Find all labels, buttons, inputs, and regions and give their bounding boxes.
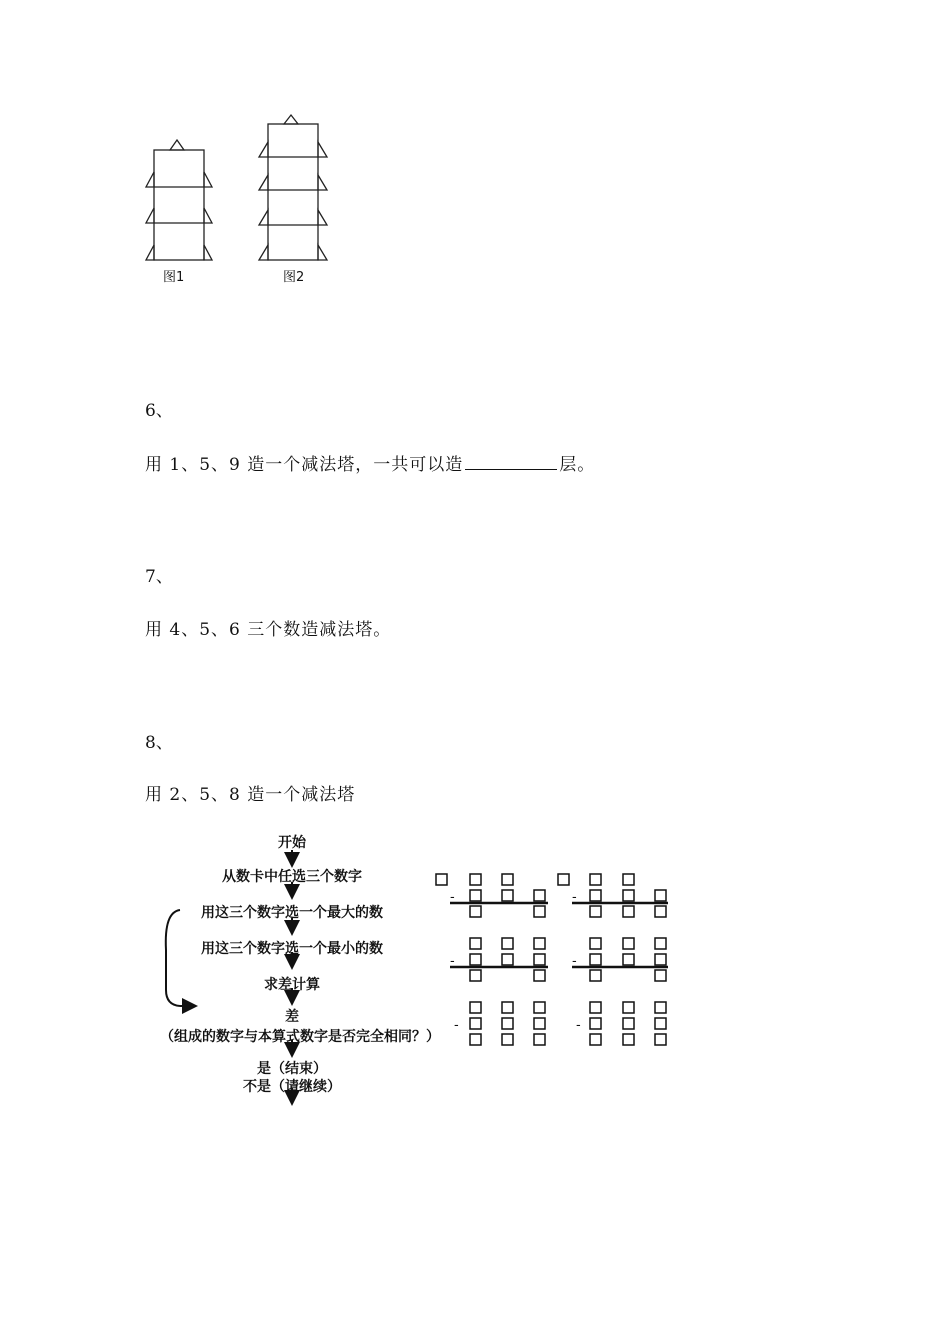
digit-box — [502, 1034, 513, 1045]
digit-box — [655, 938, 666, 949]
flowchart-yes: 是（结束） — [257, 1061, 327, 1077]
figure-2-caption: 图2 — [283, 270, 305, 285]
question-6-text — [145, 450, 595, 475]
digit-box — [502, 1002, 513, 1013]
digit-box — [623, 1034, 634, 1045]
digit-box — [655, 954, 666, 965]
question-7-text: 用 4、5、6 三个数造减法塔。 — [145, 620, 392, 640]
digit-box — [534, 890, 545, 901]
digit-box — [655, 970, 666, 981]
question-6-number: 6、 — [145, 401, 173, 421]
digit-box — [623, 1018, 634, 1029]
digit-box — [590, 1018, 601, 1029]
digit-box — [590, 890, 601, 901]
question-7-number: 7、 — [145, 567, 173, 587]
pagoda-figures — [140, 110, 340, 275]
digit-box — [590, 906, 601, 917]
question-8-number: 8、 — [145, 733, 173, 753]
digit-box — [534, 954, 545, 965]
digit-box — [502, 1018, 513, 1029]
digit-box — [470, 1018, 481, 1029]
flowchart-step-4: 求差计算 — [264, 977, 320, 993]
question-8-text: 用 2、5、8 造一个减法塔 — [145, 785, 356, 805]
digit-box — [558, 874, 569, 885]
digit-box — [470, 938, 481, 949]
digit-box — [590, 954, 601, 965]
digit-box — [534, 1034, 545, 1045]
digit-box — [655, 1018, 666, 1029]
flowchart-no: 不是（请继续） — [243, 1079, 341, 1095]
digit-box — [623, 874, 634, 885]
digit-box — [655, 1002, 666, 1013]
pagoda-figure-1 — [146, 140, 212, 260]
minus-sign: - — [450, 954, 455, 969]
question-6-text-after: 层。 — [559, 455, 596, 475]
minus-sign: - — [572, 890, 577, 905]
digit-box — [534, 906, 545, 917]
digit-box — [623, 938, 634, 949]
digit-box — [534, 970, 545, 981]
figure-1-caption: 图1 — [163, 270, 185, 285]
digit-box — [502, 938, 513, 949]
digit-box — [590, 970, 601, 981]
digit-box — [470, 874, 481, 885]
digit-box — [470, 970, 481, 981]
flowchart-start: 开始 — [278, 835, 306, 851]
minus-sign: - — [450, 890, 455, 905]
digit-box — [590, 1002, 601, 1013]
answer-blank[interactable] — [465, 455, 557, 470]
minus-sign: - — [576, 1018, 581, 1033]
digit-box — [623, 906, 634, 917]
digit-box — [470, 890, 481, 901]
digit-box — [502, 874, 513, 885]
digit-box — [590, 1034, 601, 1045]
digit-box — [623, 1002, 634, 1013]
flowchart-result: 差 — [285, 1009, 299, 1025]
flowchart-step-2: 用这三个数字选一个最大的数 — [201, 905, 383, 921]
digit-box — [502, 954, 513, 965]
flowchart-step-1: 从数卡中任选三个数字 — [222, 869, 362, 885]
digit-box — [470, 1034, 481, 1045]
digit-box — [436, 874, 447, 885]
question-6-text-before: 用 1、5、9 造一个减法塔，一共可以造 — [145, 455, 464, 475]
minus-sign: - — [454, 1018, 459, 1033]
digit-box — [470, 954, 481, 965]
digit-box — [470, 906, 481, 917]
flowchart-step-3: 用这三个数字选一个最小的数 — [201, 941, 383, 957]
subtraction-worksheet — [430, 868, 680, 1048]
digit-box — [534, 1018, 545, 1029]
digit-box — [534, 938, 545, 949]
flowchart-check: （组成的数字与本算式数字是否完全相同？） — [160, 1029, 440, 1045]
digit-box — [655, 890, 666, 901]
digit-box — [590, 938, 601, 949]
digit-box — [590, 874, 601, 885]
digit-box — [534, 1002, 545, 1013]
minus-sign: - — [572, 954, 577, 969]
digit-box — [655, 1034, 666, 1045]
digit-box — [470, 1002, 481, 1013]
pagoda-figure-2 — [259, 115, 327, 260]
digit-box — [502, 890, 513, 901]
digit-box — [655, 906, 666, 917]
digit-box — [623, 890, 634, 901]
digit-box — [623, 954, 634, 965]
